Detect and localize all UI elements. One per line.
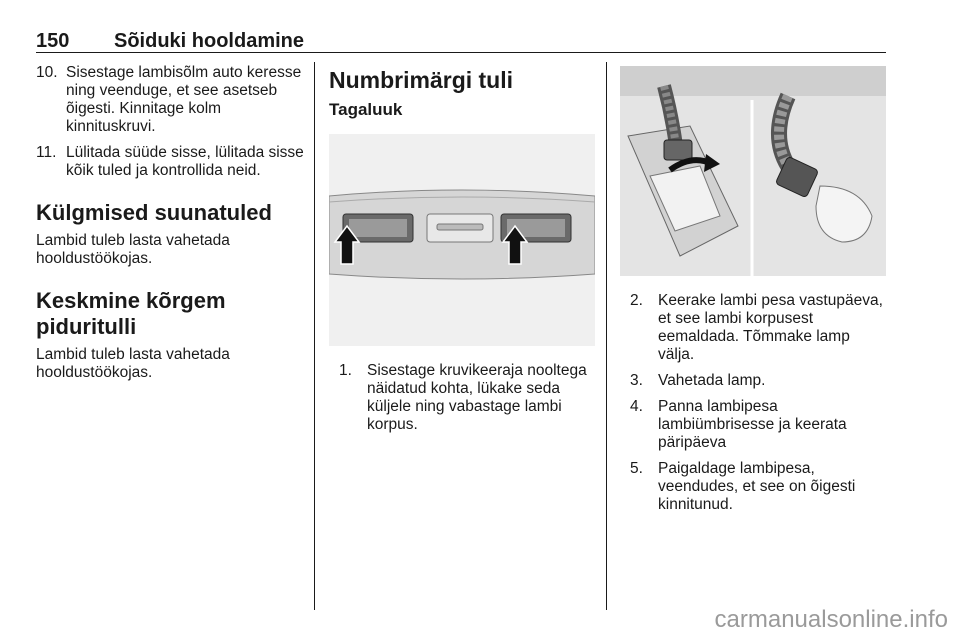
step-number: 4. xyxy=(630,398,643,415)
step-item xyxy=(630,292,890,364)
step-list xyxy=(329,362,595,434)
step-number: 3. xyxy=(630,372,643,389)
column-divider-2 xyxy=(606,62,607,610)
step-text: Panna lambipesa lambiümbrisesse ja keerata päripäeva xyxy=(658,398,847,451)
step-text: Vahetada lamp. xyxy=(658,372,766,389)
figure-tailgate-lamps xyxy=(329,134,595,346)
step-list xyxy=(36,64,306,180)
column-divider-1 xyxy=(314,62,315,610)
figure-bulb-replacement xyxy=(620,66,886,276)
column-left xyxy=(36,64,306,382)
section-heading-side-indicators: Külgmised suunatuled xyxy=(36,200,272,225)
step-item xyxy=(630,372,890,390)
step-text: Sisestage kruvikeeraja nooltega näidatud kohta, lükake seda küljele ning vabastage lambi korpus. xyxy=(367,362,587,433)
step-item xyxy=(36,64,306,136)
step-item xyxy=(36,144,306,180)
section-body: Lambid tuleb lasta vahetada hooldustöökojas. xyxy=(36,232,230,267)
page-header xyxy=(36,30,886,52)
step-number: 11. xyxy=(36,144,57,161)
column-middle xyxy=(329,66,595,442)
step-item xyxy=(339,362,595,434)
watermark-text: carmanualsonline.info xyxy=(714,606,948,633)
page-number: 150 xyxy=(36,30,70,52)
step-number: 2. xyxy=(630,292,643,309)
step-number: 10. xyxy=(36,64,58,81)
header-divider xyxy=(36,52,886,53)
step-number: 1. xyxy=(339,362,352,379)
subheading-tailgate: Tagaluuk xyxy=(329,100,403,119)
page-title: Sõiduki hooldamine xyxy=(114,30,305,52)
step-item xyxy=(630,460,890,514)
column-right xyxy=(620,66,890,522)
step-item xyxy=(630,398,890,452)
step-text: Sisestage lambisõlm auto keresse ning veenduge, et see asetseb õigesti. Kinnitage kolm kinnituskruvi. xyxy=(66,64,302,135)
section-heading-brake-light: Keskmine kõrgem piduritulli xyxy=(36,288,226,339)
step-list xyxy=(620,292,890,514)
section-body: Lambid tuleb lasta vahetada hooldustöökojas. xyxy=(36,346,230,381)
step-text: Keerake lambi pesa vastupäeva, et see lambi korpusest eemaldada. Tõmmake lamp välja. xyxy=(658,292,883,363)
section-heading-license-plate-light: Numbrimärgi tuli xyxy=(329,67,514,93)
step-text: Lülitada süüde sisse, lülitada sisse kõik tuled ja kontrollida neid. xyxy=(66,144,304,179)
step-text: Paigaldage lambipesa, veendudes, et see on õigesti kinnitunud. xyxy=(658,460,856,513)
step-number: 5. xyxy=(630,460,643,477)
